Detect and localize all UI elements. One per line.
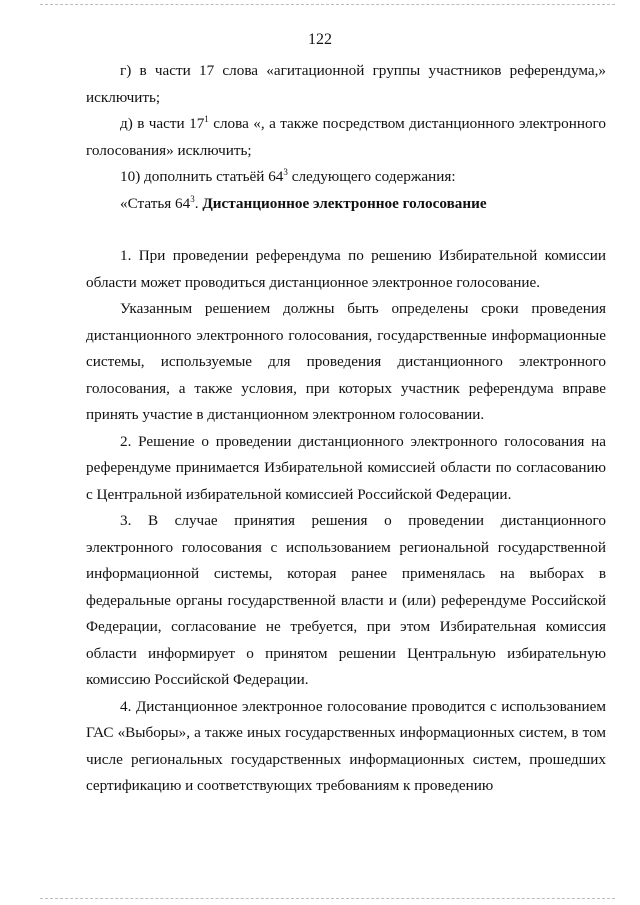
article-heading-prefix: «Статья 64 — [120, 194, 191, 212]
article-heading-superscript: 3 — [190, 193, 195, 204]
paragraph-item-d — [86, 111, 606, 164]
paragraph-3: 3. В случае принятия решения о проведении дистанционного электронного голосования с использованием региональной государственной информационной системы, которая ранее применялась на выборах в федеральные органы государственной власти и (или) референдуме Российской Федерации, согласование не требуется, при этом Избирательная комиссия области информирует о принятом решении Центральную избирательную комиссию Российской Федерации. — [86, 512, 606, 688]
paragraph-4: 4. Дистанционное электронное голосование проводится с использованием ГАС «Выборы», а также иных государственных информационных систем, в том числе региональных государственных информационных систем, прошедших сертификацию и соответствующих требованиям к проведению — [86, 697, 606, 794]
paragraph-1-continued: Указанным решением должны быть определены сроки проведения дистанционного электронного голосования, государственные информационные системы, используемые для проведения дистанционного электронного голосования, а также условия, при которых участник референдума вправе принять участие в дистанционном электронном голосовании. — [86, 300, 606, 423]
paragraph-item-g: г) в части 17 слова «агитационной группы участников референдума,» исключить; — [86, 62, 606, 106]
superscript-3: 3 — [283, 167, 288, 177]
paragraph-item-10-end: следующего содержания: — [287, 168, 456, 185]
scan-edge-top — [40, 4, 615, 5]
paragraph-2: 2. Решение о проведении дистанционного электронного голосования на референдуме принимается Избирательной комиссией области по согласованию с Центральной избирательной комиссией Российской Федерации. — [86, 432, 606, 503]
paragraph-1: 1. При проведении референдума по решению Избирательной комиссии области может проводиться дистанционное электронное голосование. — [86, 247, 606, 291]
article-heading-title: Дистанционное электронное голосование — [202, 194, 487, 212]
document-body — [86, 58, 606, 800]
paragraph-item-d-start: д) в части 17 — [120, 115, 205, 132]
paragraph-item-d-end: слова «, а также посредством дистанционного электронного голосования» исключить; — [86, 115, 606, 159]
article-heading-dot: . — [194, 194, 203, 212]
paragraph-item-10 — [86, 164, 606, 191]
page-number: 122 — [308, 31, 332, 48]
blank-gap — [86, 217, 606, 243]
scan-edge-bottom — [40, 898, 615, 899]
paragraph-item-10-start: 10) дополнить статьёй 64 — [120, 168, 284, 185]
superscript-1: 1 — [204, 114, 209, 124]
article-heading — [86, 191, 606, 218]
